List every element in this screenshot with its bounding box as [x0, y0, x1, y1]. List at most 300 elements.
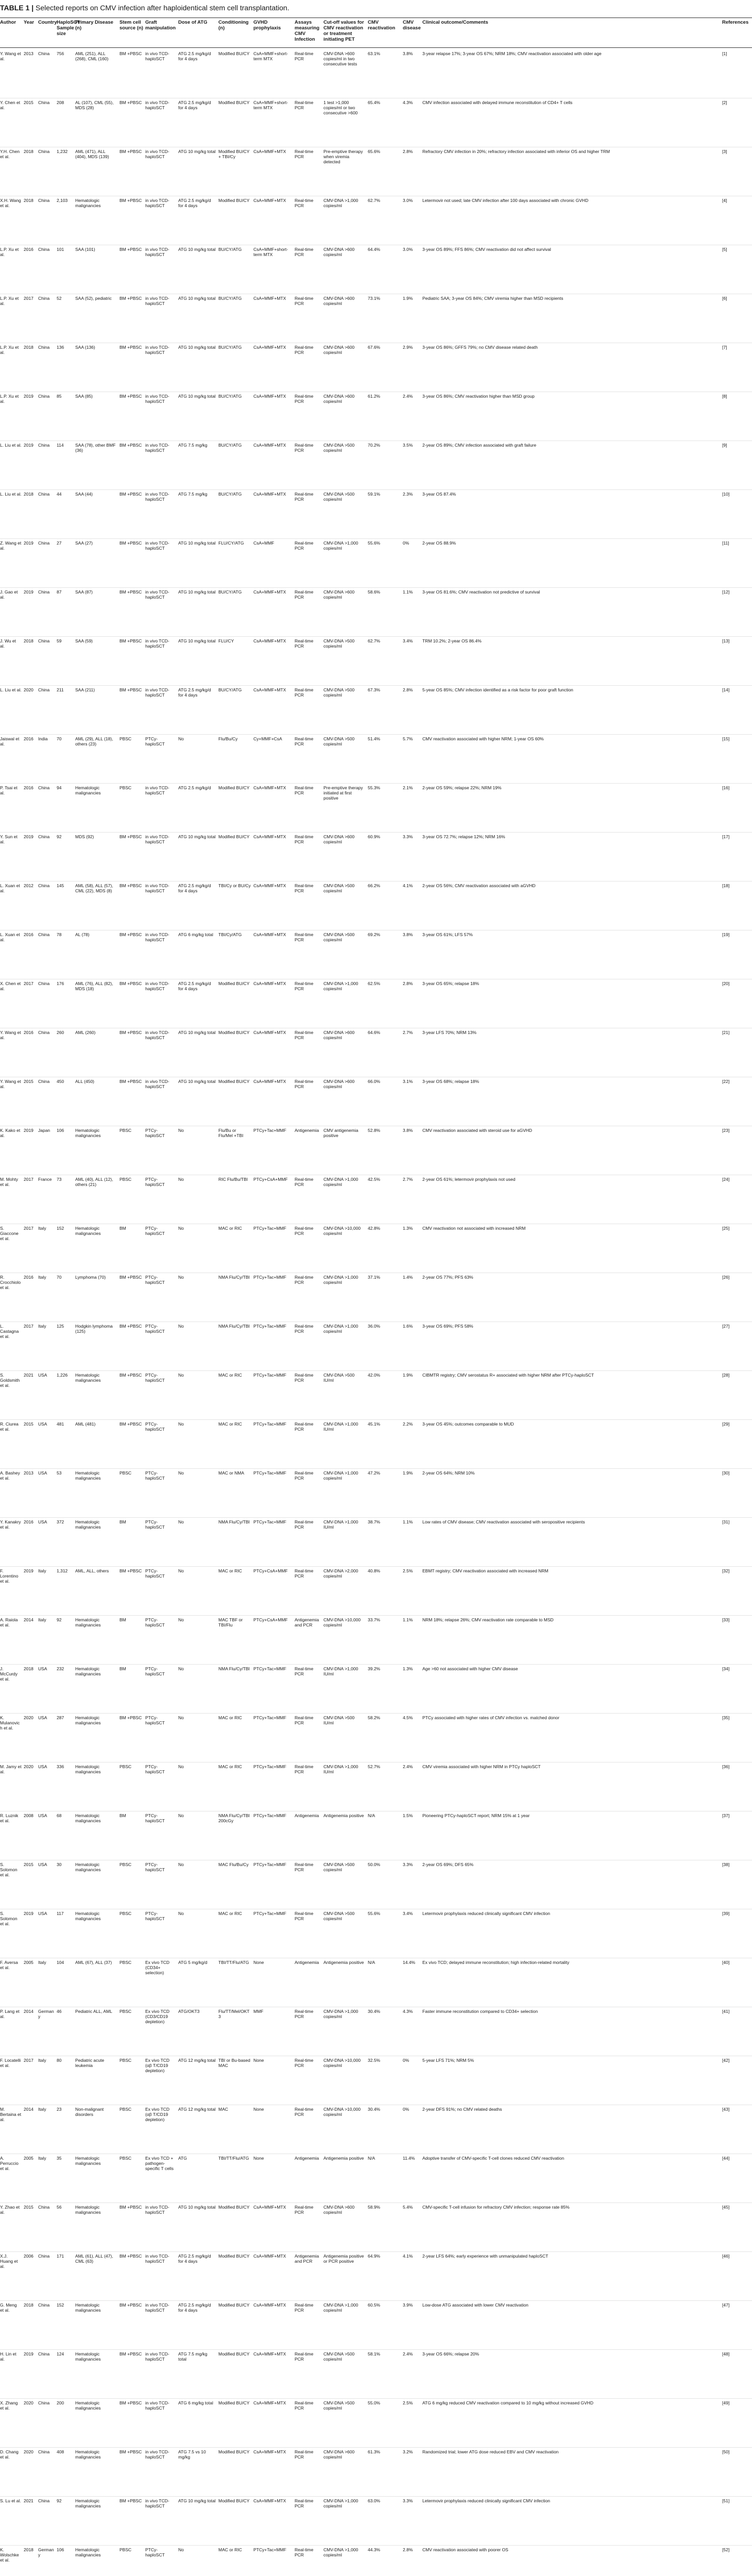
table-cell: PTCy+Tac+MMF [253, 1764, 286, 1769]
table-cell: 2021 [24, 2498, 33, 2503]
table-cell: Ex vivo TCD (αβ T/CD19 depletion) [145, 2058, 170, 2074]
table-cell: 4.3% [403, 2009, 413, 2014]
table-cell: CsA+MMF+MTX [253, 2253, 286, 2259]
table-cell: CMV-DNA >1,000 IU/ml [323, 1421, 358, 1432]
table-cell: 2014 [24, 2009, 33, 2014]
table-row [0, 539, 752, 588]
table-cell: F. Aversa et al. [0, 1960, 18, 1971]
table-cell: Antigenemia positive [323, 1813, 364, 1818]
table-cell: CMV-DNA >600 copies/ml [323, 2449, 355, 2460]
table-cell: 32.5% [368, 2058, 381, 2063]
table-row [0, 930, 752, 979]
table-cell: No [178, 2547, 184, 2552]
table-cell: PTCy+Tac+MMF [253, 1715, 286, 1720]
table-cell: Real-time PCR [295, 1911, 314, 1922]
column-header: Stem cell source (n) [119, 20, 143, 31]
table-cell: 2017 [24, 2058, 33, 2063]
table-cell: BM +PBSC [119, 540, 142, 546]
table-cell: Modified BU/CY [218, 1030, 250, 1035]
table-cell: Flu/Bu or Flu/Mel +TBI [218, 1128, 244, 1139]
table-cell: 2016 [24, 1030, 33, 1035]
table-cell: 63.1% [368, 51, 381, 56]
table-cell: PTCy-haploSCT [145, 1911, 165, 1922]
table-cell: 152 [57, 1226, 64, 1231]
table-cell: CsA+MMF+short-term MTX [253, 51, 288, 62]
table-cell: K. Kako et al. [0, 1128, 21, 1139]
table-cell: CMV-DNA >600 copies/ml [323, 2205, 355, 2215]
table-cell: BM +PBSC [119, 638, 142, 643]
table-row [0, 2105, 752, 2154]
table-cell: CsA+MMF+MTX [253, 932, 286, 937]
table-cell: Real-time PCR [295, 540, 314, 551]
table-cell: Modified BU/CY [218, 785, 250, 790]
table-cell: PTCy+Tac+MMF [253, 1275, 286, 1280]
table-cell: 2019 [24, 394, 33, 399]
table-cell: Flu/Bu/Cy [218, 736, 238, 741]
table-cell: CMV-DNA >10,000 copies/ml [323, 2107, 361, 2117]
table-row [0, 1909, 752, 1958]
table-cell: Refractory CMV infection in 20%; refractory infection associated with inferior OS and higher TRM [422, 149, 610, 154]
table-cell: PBSC [119, 1470, 132, 1476]
table-cell: PBSC [119, 2058, 132, 2063]
table-cell: 408 [57, 2449, 64, 2454]
table-cell: 3-year LFS 70%; NRM 13% [422, 1030, 476, 1035]
table-cell: 0% [403, 2107, 409, 2112]
table-cell: BM +PBSC [119, 981, 142, 986]
table-cell: CsA+MMF+MTX [253, 149, 286, 154]
table-cell: 30.4% [368, 2009, 381, 2014]
table-row [0, 2497, 752, 2546]
table-cell: China [38, 2205, 50, 2210]
table-cell: Modified BU/CY [218, 2400, 250, 2405]
table-cell: Y.H. Chen et al. [0, 149, 20, 160]
table-cell: PBSC [119, 1862, 132, 1867]
table-cell: Flu/TT/Mel/OKT3 [218, 2009, 250, 2020]
table-cell: 287 [57, 1715, 64, 1720]
table-cell: NMA Flu/Cy/TBI [218, 1519, 250, 1524]
table-cell: 70 [57, 736, 62, 741]
table-cell: X.H. Wang et al. [0, 198, 21, 209]
table-cell: AML (481) [75, 1421, 96, 1427]
table-cell: 3.1% [403, 1079, 413, 1084]
table-cell: 58.2% [368, 1715, 381, 1720]
table-cell: Real-time PCR [295, 1226, 314, 1236]
table-cell: No [178, 1911, 184, 1916]
table-cell: BM [119, 1226, 126, 1231]
table-cell: France [38, 1177, 52, 1182]
table-cell: ATG 7.5 vs 10 mg/kg [178, 2449, 206, 2460]
table-cell: Real-time PCR [295, 1030, 314, 1041]
table-cell: 5-year LFS 71%; NRM 5% [422, 2058, 474, 2063]
table-cell: PBSC [119, 1177, 132, 1182]
table-cell: Japan [38, 1128, 50, 1133]
table-cell: Pediatric ALL, AML [75, 2009, 112, 2014]
table-cell: 61.3% [368, 2449, 381, 2454]
table-cell: 101 [57, 247, 64, 252]
table-cell: 3.4% [403, 638, 413, 643]
table-cell: China [38, 51, 50, 56]
table-cell: China [38, 1030, 50, 1035]
table-cell: PTCy+Tac+MMF [253, 1226, 286, 1231]
table-cell: Modified BU/CY [218, 981, 250, 986]
table-cell: 2018 [24, 638, 33, 643]
table-cell: 124 [57, 2351, 64, 2357]
table-row [0, 2399, 752, 2448]
table-cell: Hematologic malignancies [75, 2156, 101, 2166]
table-cell: CsA+MMF+MTX [253, 2498, 286, 2503]
table-cell: Real-time PCR [295, 1666, 314, 1677]
table-cell: [43] [722, 2107, 730, 2112]
table-cell: [51] [722, 2498, 730, 2503]
table-cell: 60.5% [368, 2302, 381, 2308]
table-cell: L. Liu et al. [0, 687, 22, 692]
table-cell: 3-year OS 72.7%; relapse 12%; NRM 16% [422, 834, 505, 839]
table-cell: Real-time PCR [295, 492, 314, 502]
table-cell: CsA+MMF+MTX [253, 296, 286, 301]
table-cell: PTCy+Tac+MMF [253, 1813, 286, 1818]
table-cell: BM +PBSC [119, 2253, 142, 2259]
table-cell: PTCy-haploSCT [145, 1372, 165, 1383]
table-cell: in vivo TCD-haploSCT [145, 198, 169, 209]
table-cell: CMV-DNA >2,000 copies/ml [323, 1568, 358, 1579]
table-cell: USA [38, 1666, 47, 1671]
table-row [0, 2546, 752, 2576]
table-cell: ATG 10 mg/kg total [178, 149, 216, 154]
table-cell: 3.0% [403, 198, 413, 203]
table-cell: Italy [38, 1960, 46, 1965]
table-cell: 2-year OS 56%; CMV reactivation associated with aGVHD [422, 883, 536, 888]
table-cell: 756 [57, 51, 64, 56]
table-cell: 2.4% [403, 2351, 413, 2357]
table-cell: China [38, 785, 50, 790]
table-cell: BM +PBSC [119, 345, 142, 350]
table-cell: Faster immune reconstitution compared to CD34+ selection [422, 2009, 538, 2014]
table-cell: BM +PBSC [119, 1030, 142, 1035]
table-cell: Real-time PCR [295, 2058, 314, 2069]
table-cell: PBSC [119, 1911, 132, 1916]
table-cell: 3-year OS 66%; relapse 20% [422, 2351, 480, 2357]
table-cell: CsA+MMF+MTX [253, 2302, 286, 2308]
table-row [0, 490, 752, 539]
table-cell: No [178, 1764, 184, 1769]
table-cell: CMV-DNA >600 copies/ml in two consecutive tests [323, 51, 357, 67]
table-cell: CsA+MMF+MTX [253, 2205, 286, 2210]
column-header: Country [38, 20, 57, 25]
column-header: CMV disease [403, 20, 421, 31]
table-cell: 2018 [24, 149, 33, 154]
table-cell: 2019 [24, 834, 33, 839]
table-row [0, 98, 752, 147]
table-cell: S. Giaccone et al. [0, 1226, 19, 1242]
table-cell: SAA (52), pediatric [75, 296, 112, 301]
table-row [0, 147, 752, 196]
table-cell: CMV-DNA >1,000 copies/ml [323, 981, 358, 992]
table-cell: AML, ALL, others [75, 1568, 109, 1573]
table-row [0, 2154, 752, 2203]
table-cell: 2018 [24, 2547, 33, 2552]
table-cell: 70.2% [368, 443, 381, 448]
table-cell: China [38, 589, 50, 595]
table-cell: Pioneering PTCy-haploSCT report; NRM 15% at 1 year [422, 1813, 530, 1818]
table-cell: F. Lorentino et al. [0, 1568, 19, 1584]
table-row [0, 637, 752, 686]
table-cell: 2016 [24, 736, 33, 741]
table-cell: 2.9% [403, 345, 413, 350]
table-row [0, 1665, 752, 1714]
table-cell: CMV-DNA >600 copies/ml [323, 296, 355, 307]
table-cell: PTCy-haploSCT [145, 1324, 165, 1334]
table-cell: China [38, 492, 50, 497]
table-cell: CMV-DNA >600 copies/ml [323, 247, 355, 258]
table-cell: BM +PBSC [119, 1275, 142, 1280]
table-cell: 117 [57, 1911, 64, 1916]
table-cell: 3-year OS 45%; outcomes comparable to MUD [422, 1421, 514, 1427]
table-cell: 2006 [24, 2253, 33, 2259]
table-cell: SAA (78), other BMF (36) [75, 443, 116, 453]
table-cell: BM [119, 1519, 126, 1524]
table-cell: Ex vivo TCD; delayed immune reconstitution; high infection-related mortality [422, 1960, 570, 1965]
table-cell: 27 [57, 540, 62, 546]
table-row [0, 1469, 752, 1518]
table-row [0, 392, 752, 441]
table-cell: in vivo TCD-haploSCT [145, 1030, 169, 1041]
table-cell: Modified BU/CY [218, 100, 250, 105]
table-cell: 55.3% [368, 785, 381, 790]
table-cell: 30.4% [368, 2107, 381, 2112]
table-cell: Hematologic malignancies [75, 1862, 101, 1873]
table-cell: CMV reactivation associated with steroid use for aGVHD [422, 1128, 533, 1133]
table-cell: 38.7% [368, 1519, 381, 1524]
table-cell: 2019 [24, 589, 33, 595]
table-cell: in vivo TCD-haploSCT [145, 785, 169, 796]
table-cell: Modified BU/CY [218, 2253, 250, 2259]
table-cell: AML (471), ALL (404), MDS (139) [75, 149, 109, 160]
table-cell: Letermovir prophylaxis reduced clinically significant CMV infection [422, 1911, 551, 1916]
table-cell: 3-year OS 81.6%; CMV reactivation not predictive of survival [422, 589, 540, 595]
table-cell: 62.5% [368, 981, 381, 986]
table-cell: 1.1% [403, 589, 413, 595]
table-row [0, 1028, 752, 1077]
table-row [0, 1762, 752, 1811]
table-row [0, 2301, 752, 2350]
table-cell: Antigenemia positive or PCR positive [323, 2253, 364, 2264]
table-cell: 3-year OS 61%; LFS 57% [422, 932, 473, 937]
table-cell: Low rates of CMV disease; CMV reactivation associated with seropositive recipients [422, 1519, 585, 1524]
table-cell: 2017 [24, 981, 33, 986]
table-cell: 2016 [24, 785, 33, 790]
table-cell: Real-time PCR [295, 736, 314, 747]
table-cell: in vivo TCD-haploSCT [145, 51, 169, 62]
table-cell: 67.6% [368, 345, 381, 350]
table-cell: Modified BU/CY [218, 1079, 250, 1084]
table-cell: ATG 2.5 mg/kg/d for 4 days [178, 2302, 211, 2313]
table-cell: [30] [722, 1470, 730, 1476]
table-cell: R. Luznik et al. [0, 1813, 19, 1824]
table-cell: [26] [722, 1275, 730, 1280]
table-cell: Italy [38, 1568, 46, 1573]
table-cell: 92 [57, 1617, 62, 1622]
table-cell: ATG 12 mg/kg total [178, 2107, 216, 2112]
table-cell: 1.3% [403, 1666, 413, 1671]
table-cell: China [38, 638, 50, 643]
table-cell: CsA+MMF+short-term MTX [253, 247, 288, 258]
table-cell: ATG/OKT3 [178, 2009, 200, 2014]
table-row [0, 1518, 752, 1567]
table-cell: S. Solomon et al. [0, 1911, 18, 1927]
table-cell: 62.7% [368, 638, 381, 643]
table-cell: PBSC [119, 1960, 132, 1965]
table-cell: 1.6% [403, 1324, 413, 1329]
table-cell: 52.7% [368, 1764, 381, 1769]
table-cell: PTCy-haploSCT [145, 1813, 165, 1824]
table-cell: [15] [722, 736, 730, 741]
table-cell: 2016 [24, 1519, 33, 1524]
table-cell: ATG 10 mg/kg total [178, 834, 216, 839]
table-cell: PTCy-haploSCT [145, 2547, 165, 2558]
table-cell: No [178, 1862, 184, 1867]
table-row [0, 1126, 752, 1175]
table-cell: No [178, 1177, 184, 1182]
table-cell: CMV-DNA >1,000 copies/ml [323, 1275, 358, 1285]
table-cell: J. Gao et al. [0, 589, 18, 600]
table-cell: CMV-DNA >1,000 copies/ml [323, 1177, 358, 1188]
column-header: HaploSCT Sample size [57, 20, 80, 37]
table-cell: Real-time PCR [295, 2400, 314, 2411]
table-cell: 35 [57, 2156, 62, 2161]
table-cell: [41] [722, 2009, 730, 2014]
table-cell: Adoptive transfer of CMV-specific T-cell clones reduced CMV reactivation [422, 2156, 565, 2161]
table-cell: Hematologic malignancies [75, 2449, 101, 2460]
table-cell: 171 [57, 2253, 64, 2259]
table-cell: CMV-DNA >600 copies/ml [323, 834, 355, 845]
table-cell: ATG 2.5 mg/kg/d for 4 days [178, 198, 211, 209]
table-cell: 23 [57, 2107, 62, 2112]
column-header: Clinical outcome/Comments [422, 20, 488, 25]
table-cell: USA [38, 1813, 47, 1818]
table-cell: 80 [57, 2058, 62, 2063]
table-cell: PTCy+Tac+MMF [253, 1911, 286, 1916]
table-cell: China [38, 345, 50, 350]
table-cell: 2020 [24, 2449, 33, 2454]
table-cell: 2-year OS 59%; relapse 22%; NRM 19% [422, 785, 502, 790]
table-row [0, 1958, 752, 2007]
table-cell: SAA (27) [75, 540, 93, 546]
table-cell: CMV-DNA >500 IU/ml [323, 1372, 355, 1383]
table-cell: CMV antigenemia positive [323, 1128, 358, 1139]
table-cell: L.P. Xu et al. [0, 394, 19, 404]
table-cell: [38] [722, 1862, 730, 1867]
table-cell: 14.4% [403, 1960, 416, 1965]
table-cell: None [253, 2107, 264, 2112]
table-cell: S. Lu et al. [0, 2498, 21, 2503]
table-cell: Hematologic malignancies [75, 1813, 101, 1824]
table-cell: 37.1% [368, 1275, 381, 1280]
table-row [0, 49, 752, 98]
table-cell: 1.3% [403, 1226, 413, 1231]
table-cell: CMV-DNA >10,000 copies/ml [323, 1617, 361, 1628]
table-cell: 64.6% [368, 1030, 381, 1035]
table-cell: CMV-DNA >500 copies/ml [323, 492, 355, 502]
table-cell: 2-year LFS 64%; early experience with unmanipulated haploSCT [422, 2253, 549, 2259]
table-cell: China [38, 981, 50, 986]
table-cell: 106 [57, 1128, 64, 1133]
table-cell: CsA+MMF+MTX [253, 1079, 286, 1084]
table-cell: [25] [722, 1226, 730, 1231]
table-cell: 200 [57, 2400, 64, 2405]
table-cell: BU/CY/ATG [218, 492, 242, 497]
table-cell: USA [38, 1470, 47, 1476]
table-cell: 94 [57, 785, 62, 790]
table-cell: Italy [38, 1324, 46, 1329]
column-header: References [722, 20, 749, 25]
table-label: TABLE 1 | [0, 4, 34, 12]
table-cell: ATG 10 mg/kg total [178, 589, 216, 595]
table-cell: CMV-DNA >1,000 copies/ml [323, 198, 358, 209]
table-cell: in vivo TCD-haploSCT [145, 394, 169, 404]
table-cell: ATG 10 mg/kg total [178, 247, 216, 252]
table-cell: PTCy-haploSCT [145, 1470, 165, 1481]
table-cell: 69.2% [368, 932, 381, 937]
table-cell: Real-time PCR [295, 1421, 314, 1432]
table-cell: AML (260) [75, 1030, 96, 1035]
table-cell: 106 [57, 2547, 64, 2552]
table-cell: Real-time PCR [295, 2009, 314, 2020]
table-cell: Non-malignant disorders [75, 2107, 104, 2117]
table-cell: PBSC [119, 785, 132, 790]
table-cell: [19] [722, 932, 730, 937]
table-cell: in vivo TCD-haploSCT [145, 2498, 169, 2509]
table-row [0, 1567, 752, 1616]
table-cell: Y. Wang et al. [0, 1030, 21, 1041]
table-cell: ATG 7.5 mg/kg [178, 492, 208, 497]
table-cell: 2.7% [403, 1177, 413, 1182]
table-cell: A. Raiola et al. [0, 1617, 18, 1628]
table-row [0, 735, 752, 784]
table-cell: Italy [38, 2156, 46, 2161]
table-row [0, 882, 752, 930]
table-cell: ATG 10 mg/kg total [178, 296, 216, 301]
table-cell: BM +PBSC [119, 1372, 142, 1378]
table-cell: PBSC [119, 2107, 132, 2112]
table-cell: 3.9% [403, 2302, 413, 2308]
table-cell: 4.3% [403, 100, 413, 105]
table-cell: China [38, 687, 50, 692]
table-cell: 2018 [24, 345, 33, 350]
table-cell: Real-time PCR [295, 981, 314, 992]
table-cell: MAC or RIC [218, 1372, 242, 1378]
table-cell: PTCy+CsA+MMF [253, 1568, 288, 1573]
table-cell: M. Mohty et al. [0, 1177, 18, 1188]
table-cell: L.P. Xu et al. [0, 345, 19, 355]
table-cell: Z. Wang et al. [0, 540, 22, 551]
table-cell: 92 [57, 2498, 62, 2503]
table-row [0, 2350, 752, 2399]
table-cell: D. Chang et al. [0, 2449, 19, 2460]
table-cell: Real-time PCR [295, 345, 314, 355]
table-cell: 2018 [24, 492, 33, 497]
table-cell: [32] [722, 1568, 730, 1573]
table-cell: Hematologic malignancies [75, 1372, 101, 1383]
table-cell: AML (29), ALL (18), others (23) [75, 736, 113, 747]
table-cell: SAA (136) [75, 345, 95, 350]
table-cell: BM +PBSC [119, 2498, 142, 2503]
table-cell: MAC or NMA [218, 1470, 245, 1476]
table-cell: No [178, 1617, 184, 1622]
table-cell: SAA (211) [75, 687, 95, 692]
table-cell: India [38, 736, 48, 741]
table-cell: in vivo TCD-haploSCT [145, 638, 169, 649]
table-cell: in vivo TCD-haploSCT [145, 2400, 169, 2411]
